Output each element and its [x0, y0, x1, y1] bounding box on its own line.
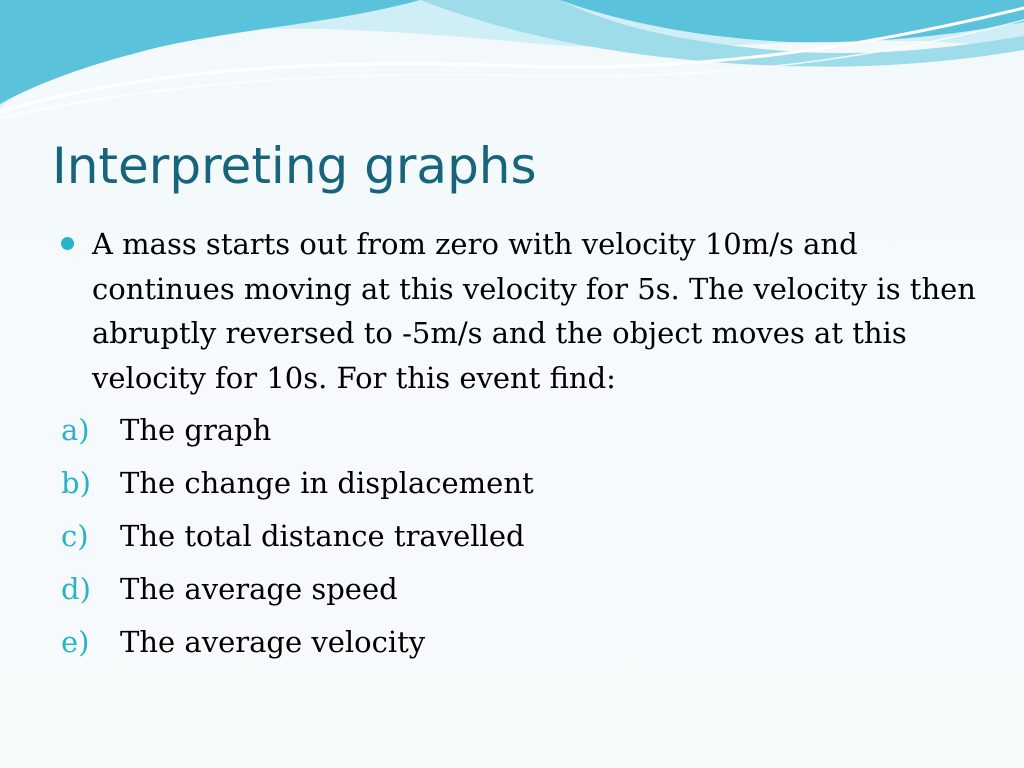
list-item-text: The graph: [120, 413, 272, 447]
list-item-b: [58, 457, 978, 510]
list-marker: a): [61, 413, 90, 447]
list-marker: d): [61, 572, 91, 606]
round-bullet-icon: [61, 237, 74, 250]
list-item-d: [58, 563, 978, 616]
list-item-c: [58, 510, 978, 563]
slide-body: [58, 222, 978, 669]
list-item-text: The change in displacement: [120, 466, 534, 500]
list-item-text: The total distance travelled: [120, 519, 525, 553]
list-item-a: [58, 404, 978, 457]
slide-title: Interpreting graphs: [52, 137, 537, 195]
list-item-text: The average speed: [120, 572, 398, 606]
list-marker: b): [61, 466, 91, 500]
header-wave-decoration: [0, 0, 1024, 130]
bullet-text: A mass starts out from zero with velocity 10m/s and continues moving at this velocity for 5s. The velocity is then abruptly reversed to -5m/s and the object moves at this velocity for 10s. For this event find:: [92, 227, 976, 395]
bullet-paragraph: [58, 222, 978, 400]
list-marker: e): [61, 625, 90, 659]
list-item-text: The average velocity: [120, 625, 426, 659]
list-marker: c): [61, 519, 89, 553]
list-item-e: [58, 616, 978, 669]
